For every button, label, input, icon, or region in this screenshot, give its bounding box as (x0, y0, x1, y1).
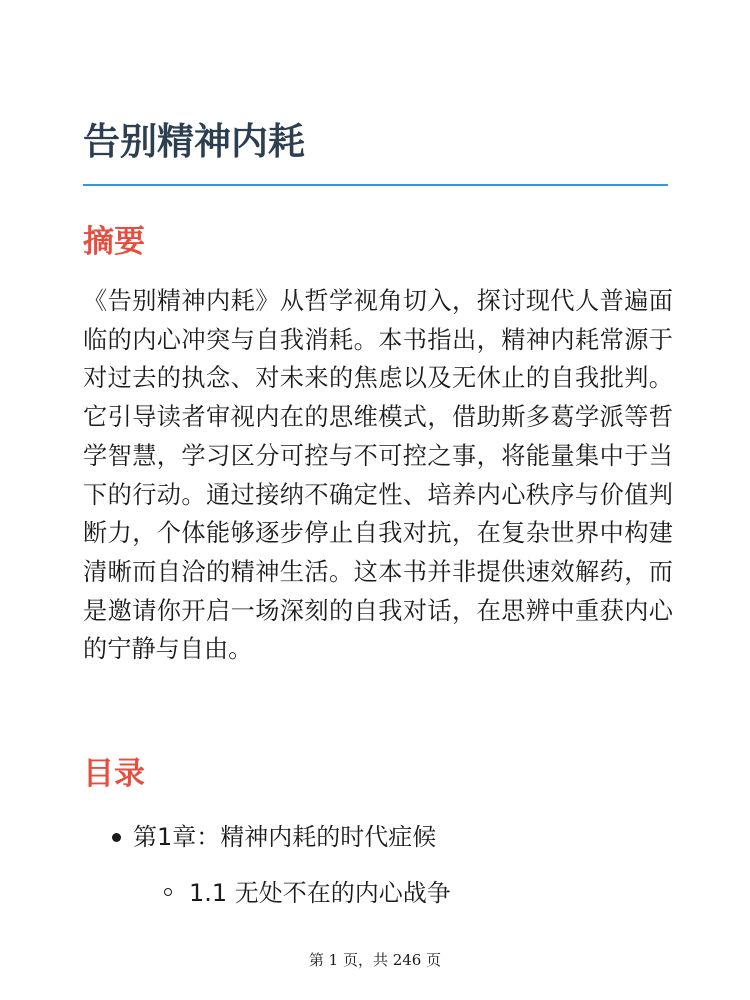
toc-item-section-1-1[interactable]: 1.1 无处不在的内心战争 (189, 879, 451, 907)
bullet-circle-icon (164, 888, 172, 896)
abstract-heading: 摘要 (83, 224, 145, 260)
page-footer: 第 1 页，共 246 页 (308, 951, 442, 969)
toc-heading: 目录 (83, 756, 145, 792)
toc-item-chapter-1[interactable]: 第1章：精神内耗的时代症候 (133, 823, 437, 851)
title-divider (83, 184, 668, 186)
bullet-disc-icon (112, 833, 121, 842)
document-title: 告别精神内耗 (83, 120, 305, 163)
abstract-paragraph: 《告别精神内耗》从哲学视角切入，探讨现代人普遍面临的内心冲突与自我消耗。本书指出，精神内耗常源于对过去的执念、对未来的焦虑以及无休止的自我批判。它引导读者审视内在的思维模式，借助斯多葛学派等哲学智慧，学习区分可控与不可控之事，将能量集中于当下的行动。通过接纳不确定性、培养内心秩序与价值判断力，个体能够逐步停止自我对抗，在复杂世界中构建清晰而自洽的精神生活。这本书并非提供速效解药，而是邀请你开启一场深刻的自我对话，在思辨中重获内心的宁静与自由。 (83, 287, 673, 664)
